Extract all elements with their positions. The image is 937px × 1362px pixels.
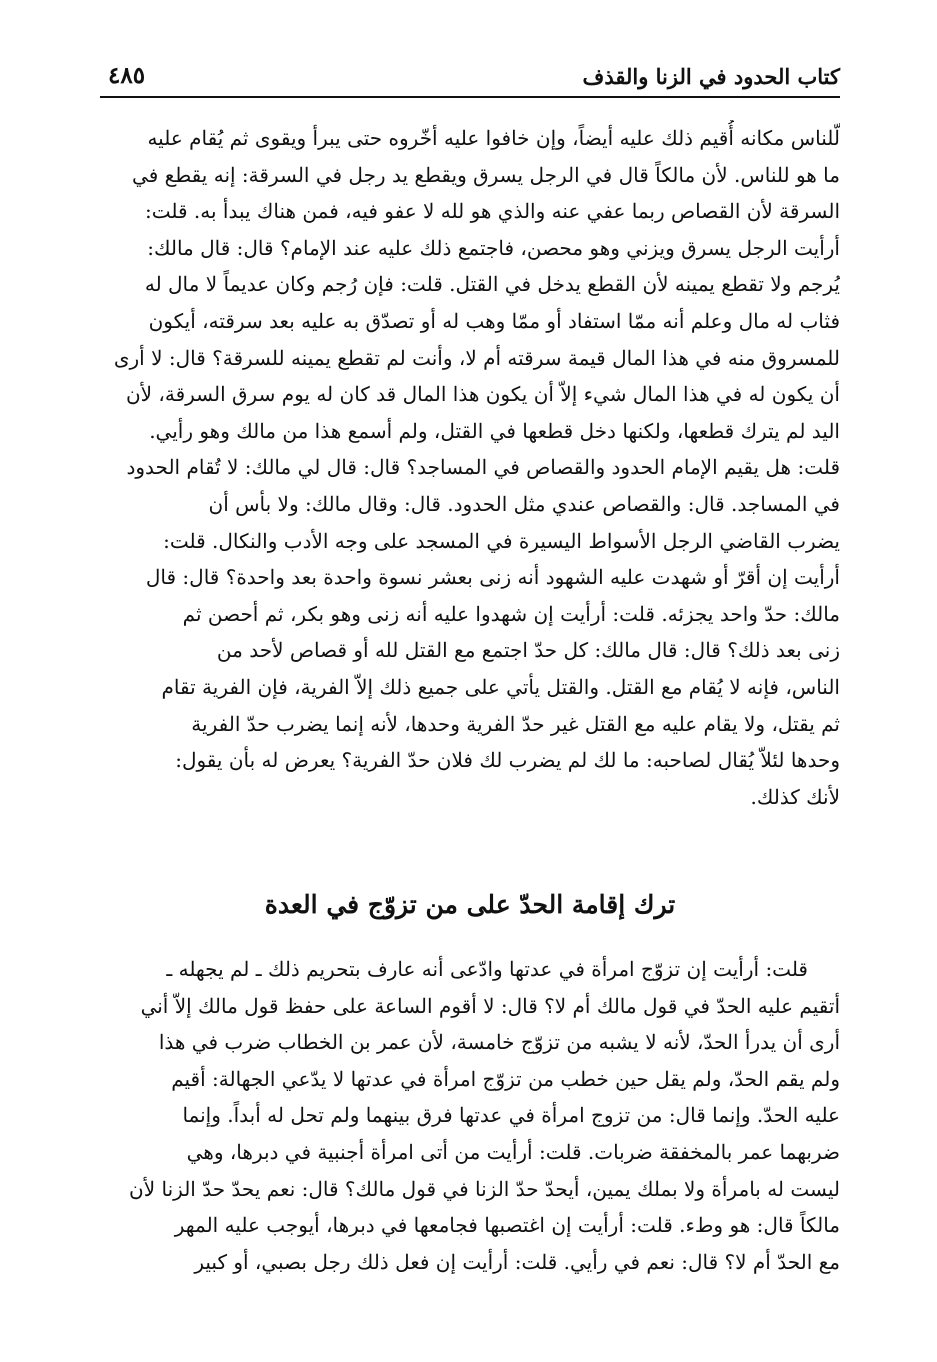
text-line: أرى أن يدرأ الحدّ، لأنه لا يشبه من تزوّج خامسة، لأن عمر بن الخطاب ضرب في هذا [158, 1030, 840, 1055]
book-title: كتاب الحدود في الزنا والقذف [582, 64, 840, 89]
text-line: مالك: حدّ واحد يجزئه. قلت: أرأيت إن شهدوا عليه أنه زنى وهو بكر، ثم أحصن ثم [182, 601, 840, 626]
text-line: ما هو للناس. لأن مالكاً قال في الرجل يسرق ويقطع يد رجل في السرقة: إنه يقطع في [132, 162, 840, 187]
text-line: يُرجم ولا تقطع يمينه لأن القطع يدخل في القتل. قلت: فإن رُجم وكان عديماً لا مال له [144, 272, 840, 297]
text-line: اليد لم يترك قطعها، ولكنها دخل قطعها في القتل، ولم أسمع هذا من مالك وهو رأيي. [149, 418, 840, 443]
text-line: مع الحدّ أم لا؟ قال: نعم في رأيي. قلت: أرأيت إن فعل ذلك رجل بصبي، أو كبير [194, 1249, 840, 1274]
paragraph-1 [100, 120, 840, 815]
paragraph-2 [100, 951, 840, 1280]
text-line: ولم يقم الحدّ، ولم يقل حين خطب من تزوّج امرأة في عدتها لا يدّعي الجهالة: أقيم [171, 1066, 840, 1091]
text-line: زنى بعد ذلك؟ قال: قال مالك: كل حدّ اجتمع مع القتل لله أو قصاص لأحد من [216, 638, 840, 663]
text-line: ثم يقتل، ولا يقام عليه مع القتل غير حدّ الفرية وحدها، لأنه إنما يضرب حدّ الفرية [191, 711, 840, 736]
text-line: وحدها لئلاّ يُقال لصاحبه: ما لك لم يضرب لك فلان حدّ الفرية؟ يعرض له بأن يقول: [175, 748, 840, 773]
text-line: أرأيت الرجل يسرق ويزني وهو محصن، فاجتمع ذلك عليه عند الإمام؟ قال: قال مالك: [147, 235, 840, 260]
section-heading: ترك إقامة الحدّ على من تزوّج في العدة [264, 890, 676, 919]
text-line: أن يكون له في هذا المال شيء إلاّ أن يكون هذا المال قد كان له يوم سرق السرقة، لأن [125, 382, 840, 407]
text-line: يضرب القاضي الرجل الأسواط اليسيرة في المسجد على وجه الأدب والنكال. قلت: [163, 528, 840, 553]
text-line: لّلناس مكانه أُقيم ذلك عليه أيضاً، وإن خافوا عليه أخّروه حتى يبرأ ويقوى ثم يُقام عليه [147, 126, 840, 150]
running-header [100, 60, 840, 98]
text-line: لأنك كذلك. [750, 784, 840, 809]
text-line: قلت: هل يقيم الإمام الحدود والقصاص في المساجد؟ قال: قال لي مالك: لا تُقام الحدود [126, 455, 840, 480]
text-line: ضربهما عمر بالمخفقة ضربات. قلت: أرأيت من أتى امرأة أجنبية في دبرها، وهي [186, 1139, 840, 1164]
text-line: قلت: أرأيت إن تزوّج امرأة في عدتها وادّعى أنه عارف بتحريم ذلك ـ لم يجهله ـ [166, 957, 808, 981]
text-line: الناس، فإنه لا يُقام مع القتل. والقتل يأتي على جميع ذلك إلاّ الفرية، فإن الفرية تقام [161, 674, 840, 699]
text-line: فثاب له مال وعلم أنه ممّا استفاد أو ممّا وهب له أو تصدّق به عليه بعد سرقته، أيكون [148, 308, 840, 333]
text-line: للمسروق منه في هذا المال قيمة سرقته أم لا، وأنت لم تقطع يمينه للسرقة؟ قال: لا أرى [113, 345, 840, 370]
text-line: في المساجد. قال: والقصاص عندي مثل الحدود. قال: وقال مالك: ولا بأس أن [208, 491, 840, 516]
text-line: عليه الحدّ. وإنما قال: من تزوج امرأة في عدتها فرق بينهما ولم تحل له أبداً. وإنما [182, 1103, 840, 1128]
text-line: أتقيم عليه الحدّ في قول مالك أم لا؟ قال: لا أقوم الساعة على حفظ قول مالك إلاّ أني [140, 993, 840, 1018]
text-line: السرقة لأن القصاص ربما عفي عنه والذي هو لله لا عفو فيه، فمن هناك يبدأ به. قلت: [144, 199, 840, 224]
text-line: مالكاً قال: هو وطء. قلت: أرأيت إن اغتصبها فجامعها في دبرها، أيوجب عليه المهر [174, 1213, 840, 1238]
text-line: ليست له بامرأة ولا بملك يمين، أيحدّ حدّ الزنا في قول مالك؟ قال: نعم يحدّ حدّ الزنا لأن [129, 1176, 840, 1201]
text-line: أرأيت إن أقرّ أو شهدت عليه الشهود أنه زنى بعشر نسوة واحدة بعد واحدة؟ قال: قال [145, 565, 840, 590]
page-number: ٤٨٥ [108, 62, 146, 89]
